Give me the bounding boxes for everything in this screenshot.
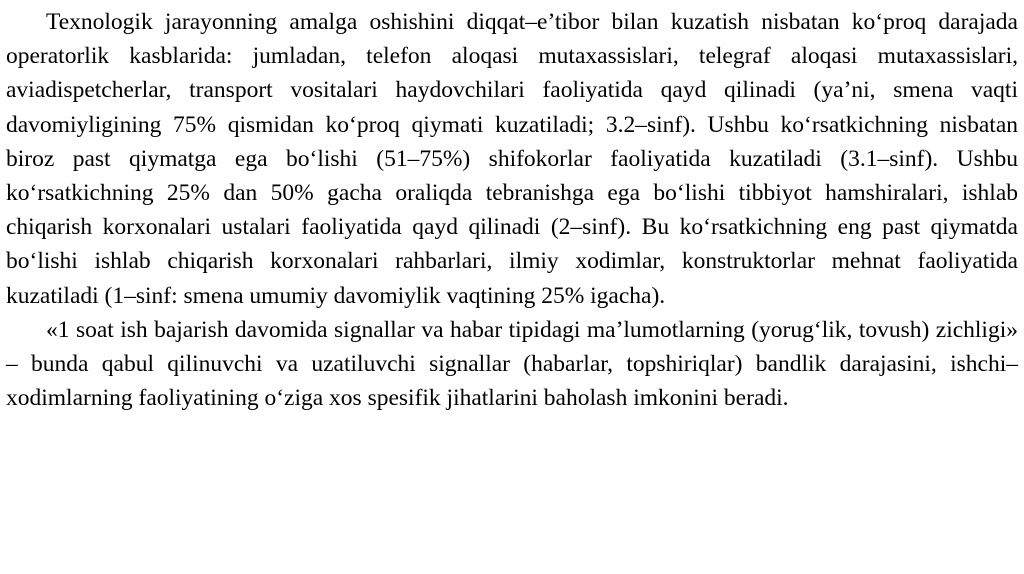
document-page — [6, 5, 1018, 415]
paragraph-signal-density: «1 soat ish bajarish davomida signallar va habar tipidagi ma’lumotlarning (yorug‘lik, tovush) zichligi» – bunda qabul qilinuvchi va uzatiluvchi signallar (habarlar, topshiriqlar) bandlik darajasini, ishchi–xodimlarning faoliyatining o‘ziga xos spesifik jihatlarini baholash imkonini beradi. — [6, 316, 1018, 412]
paragraph-operator-professions: Texnologik jarayonning amalga oshishini diqqat–e’tibor bilan kuzatish nisbatan ko‘proq darajada operatorlik kasblarida: jumladan, telefon aloqasi mutaxassislari, telegraf aloqasi mutaxassislari, aviadispetcherlar, transport vositalari haydovchilari faoliyatida qayd qilinadi (ya’ni, smena vaqti davomiyligining 75% qismidan ko‘proq qiymati kuzatiladi; 3.2–sinf). Ushbu ko‘rsatkichning nisbatan biroz past qiymatga ega bo‘lishi (51–75%) shifokorlar faoliyatida kuzatiladi (3.1–sinf). Ushbu ko‘rsatkichning 25% dan 50% gacha oraliqda tebranishga ega bo‘lishi tibbiyot hamshiralari, ishlab chiqarish korxonalari ustalari faoliyatida qayd qilinadi (2–sinf). Bu ko‘rsatkichning eng past qiymatda bo‘lishi ishlab chiqarish korxonalari rahbarlari, ilmiy xodimlar, konstruktorlar mehnat faoliyatida kuzatiladi (1–sinf: smena umumiy davomiylik vaqtining 25% igacha). — [6, 9, 1018, 309]
